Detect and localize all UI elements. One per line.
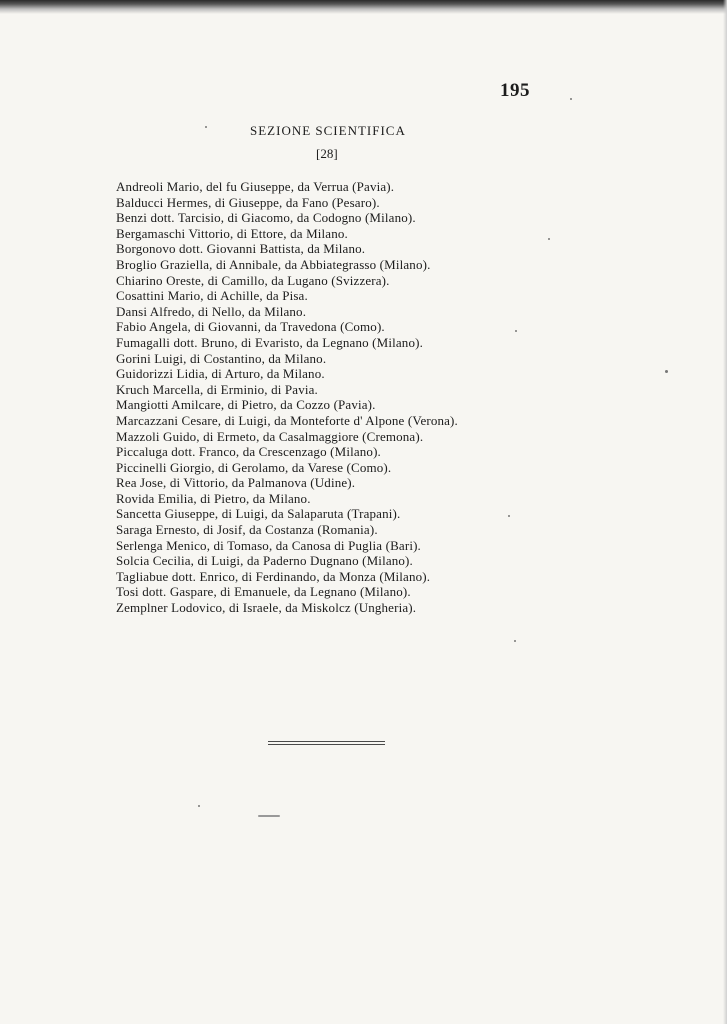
list-item: Marcazzani Cesare, di Luigi, da Monteforte d' Alpone (Verona). [116,412,458,428]
list-item: Sancetta Giuseppe, di Luigi, da Salaparuta (Trapani). [116,506,401,522]
list-item: Andreoli Mario, del fu Giuseppe, da Verrua (Pavia). [116,179,395,194]
scan-speck [515,330,517,332]
section-title: SEZIONE SCIENTIFICA [250,123,406,138]
page-number: 195 [500,80,530,101]
scan-speck [548,238,550,240]
scan-speck [514,640,516,642]
list-item: Benzi dott. Tarcisio, di Giacomo, da Codogno (Milano). [116,210,416,226]
list-item: Piccinelli Giorgio, di Gerolamo, da Varese (Como). [116,459,392,475]
list-item: Kruch Marcella, di Erminio, di Pavia. [116,381,318,397]
rule-line [268,744,385,745]
member-list [116,179,536,616]
list-item: Bergamaschi Vittorio, di Ettore, da Milano. [116,225,348,241]
list-item: Guidorizzi Lidia, di Arturo, da Milano. [116,366,325,382]
list-item: Rovida Emilia, di Pietro, da Milano. [116,490,311,506]
rule-line [268,741,385,742]
scan-right-edge [723,0,727,1024]
list-item: Cosattini Mario, di Achille, da Pisa. [116,288,308,304]
list-item: Gorini Luigi, di Costantino, da Milano. [116,350,327,366]
list-item: Tosi dott. Gaspare, di Emanuele, da Legnano (Milano). [116,584,411,600]
scan-speck [570,98,572,100]
scan-top-edge [0,0,727,14]
list-item: Borgonovo dott. Giovanni Battista, da Milano. [116,241,366,257]
list-item: Broglio Graziella, di Annibale, da Abbiategrasso (Milano). [116,256,431,272]
list-item: Mangiotti Amilcare, di Pietro, da Cozzo (Pavia). [116,397,376,413]
list-item: Balducci Hermes, di Giuseppe, da Fano (Pesaro). [116,194,380,210]
list-item: Rea Jose, di Vittorio, da Palmanova (Udine). [116,475,356,491]
list-item: Serlenga Menico, di Tomaso, da Canosa di Puglia (Bari). [116,537,421,553]
list-item: Dansi Alfredo, di Nello, da Milano. [116,303,307,319]
list-item: Tagliabue dott. Enrico, di Ferdinando, da Monza (Milano). [116,568,431,584]
list-item: Mazzoli Guido, di Ermeto, da Casalmaggiore (Cremona). [116,428,424,444]
list-item: Chiarino Oreste, di Camillo, da Lugano (Svizzera). [116,272,390,288]
list-item: Zemplner Lodovico, di Israele, da Miskolcz (Ungheria). [116,600,417,616]
list-item: Solcia Cecilia, di Luigi, da Paderno Dugnano (Milano). [116,553,413,569]
list-item: Fumagalli dott. Bruno, di Evaristo, da Legnano (Milano). [116,334,423,350]
list-item: Piccaluga dott. Franco, da Crescenzago (Milano). [116,444,381,460]
scan-speck [205,126,207,128]
section-number: [28] [316,146,338,161]
list-item: Fabio Angela, di Giovanni, da Travedona (Como). [116,319,385,335]
scan-speck [198,805,200,807]
scan-speck [665,370,668,373]
scan-speck [258,815,280,817]
scan-speck [508,515,510,517]
list-item: Saraga Ernesto, di Josif, da Costanza (Romania). [116,522,378,538]
closing-rule [268,741,385,747]
